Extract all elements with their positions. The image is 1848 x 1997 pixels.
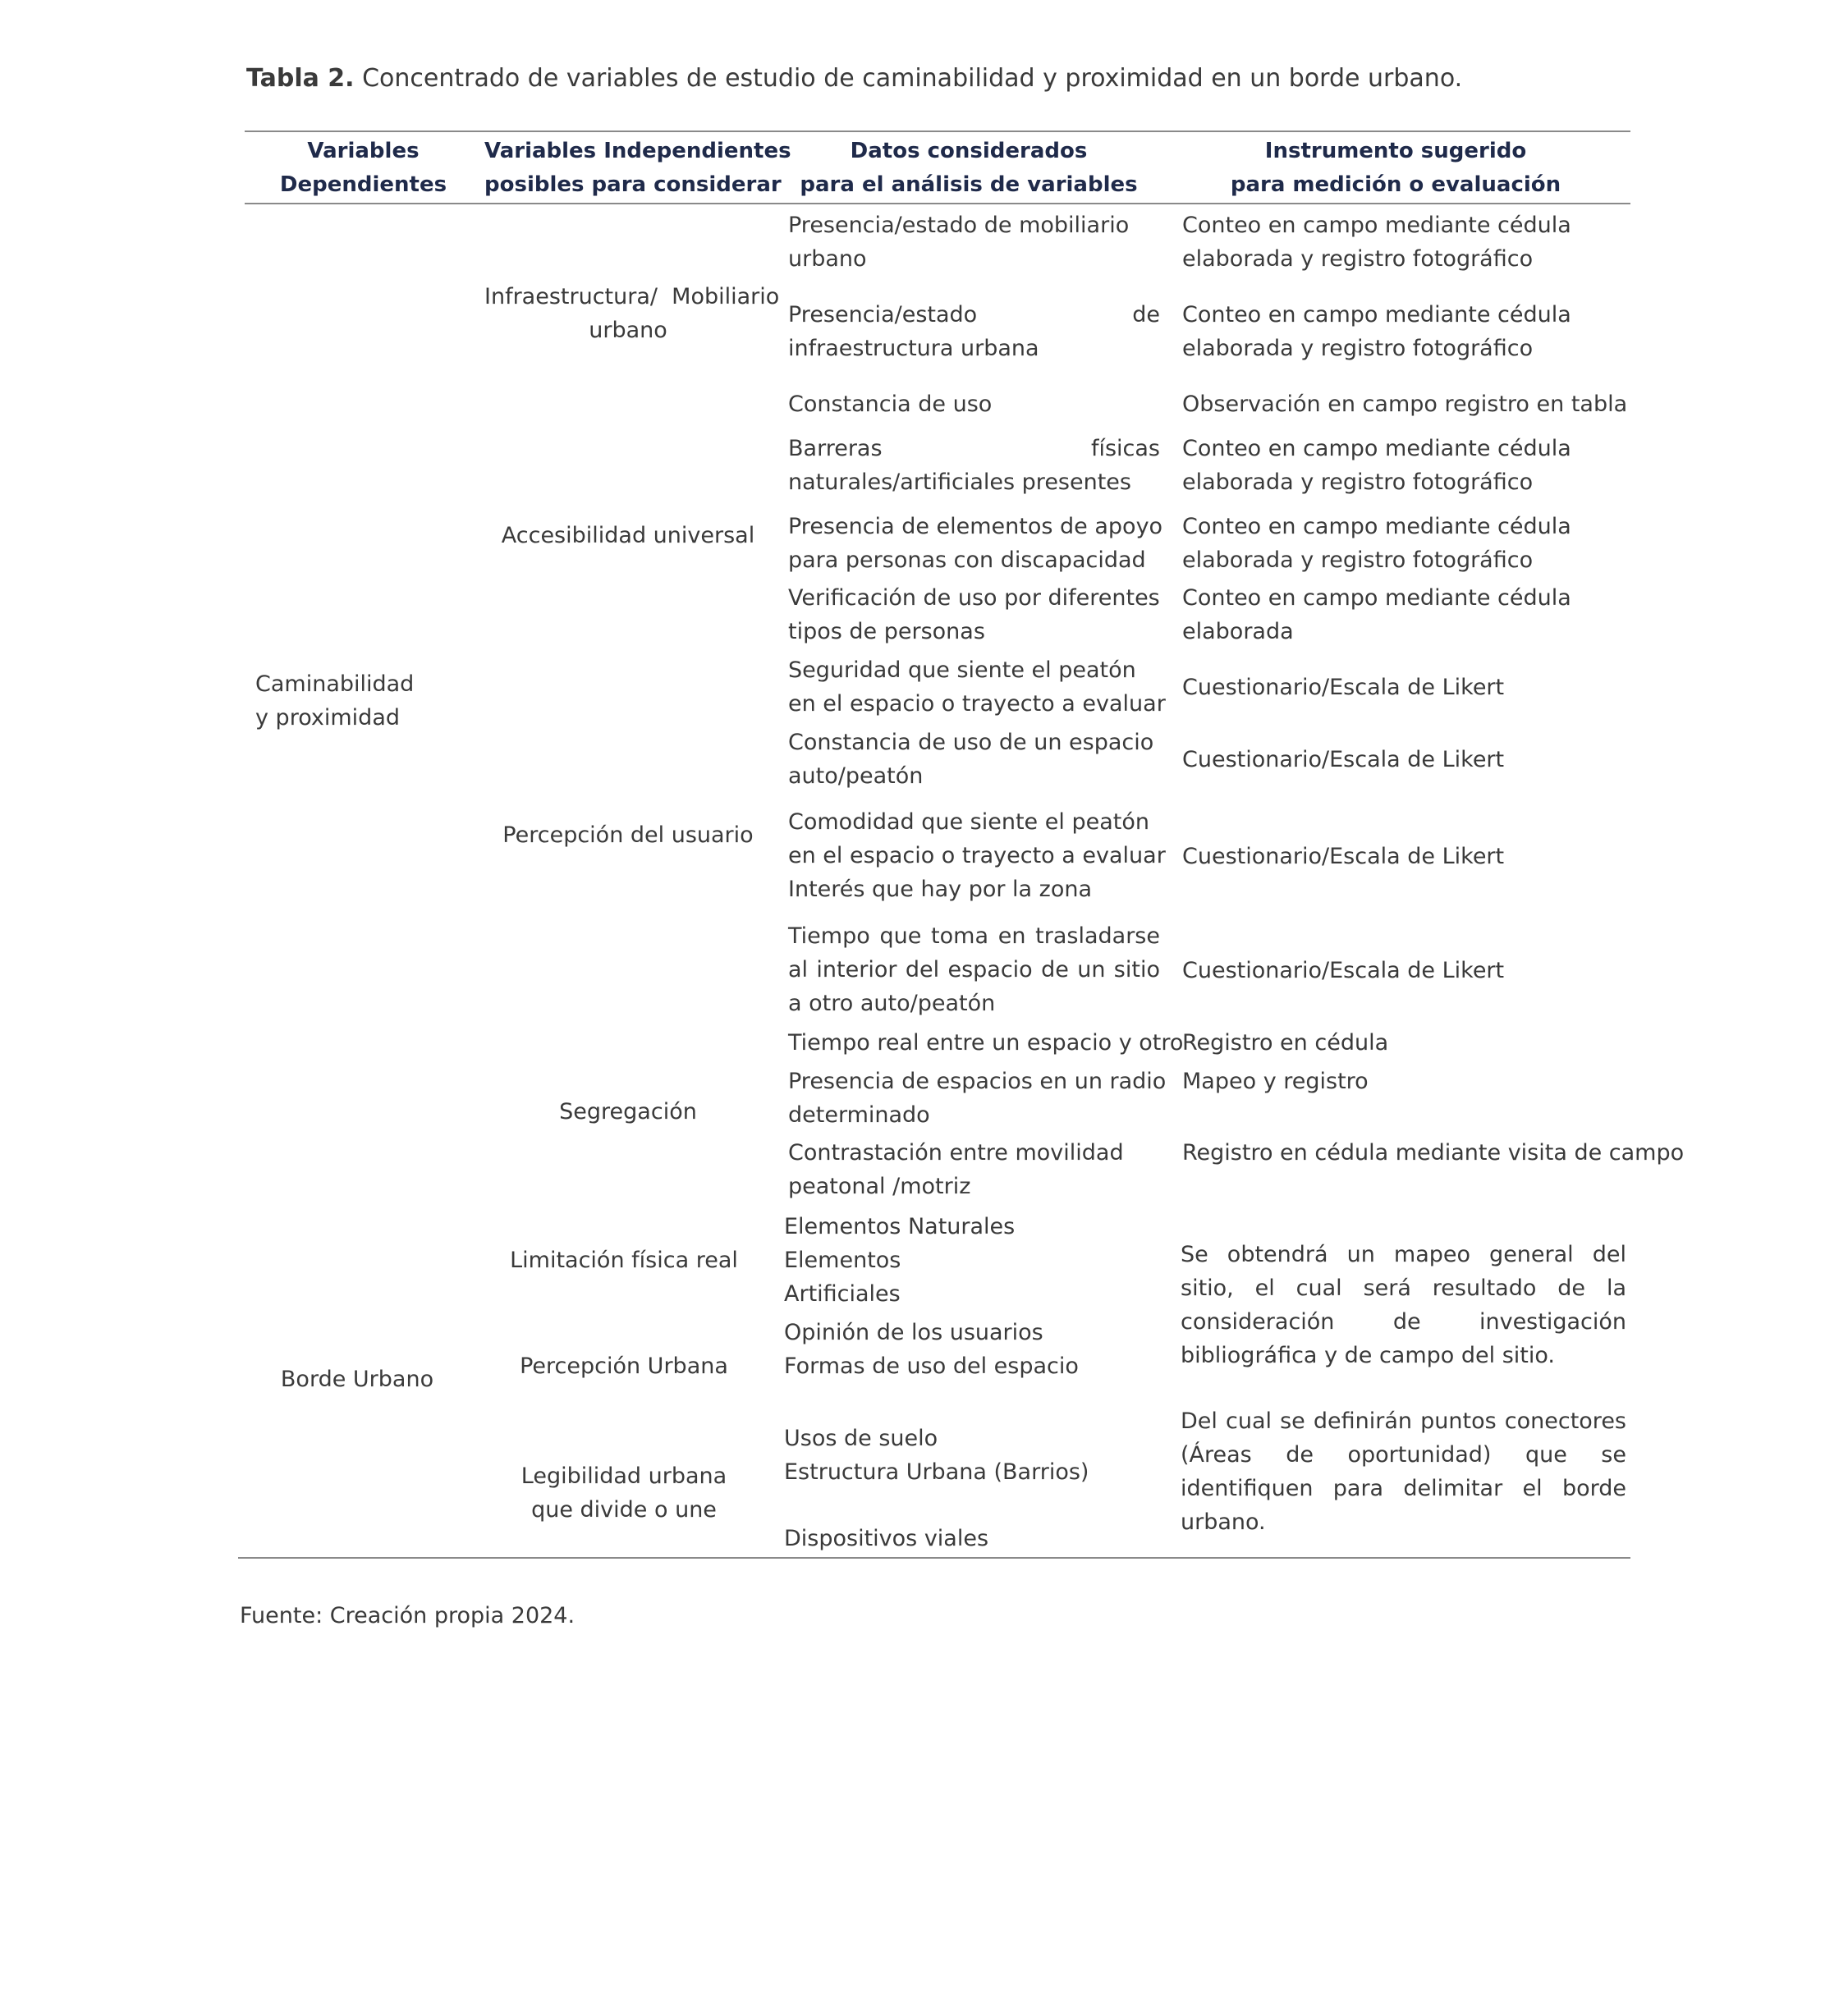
data-d11: Tiempo real entre un espacio y otro (788, 1030, 1184, 1056)
instrument-i11: Registro en cédula (1182, 1030, 1389, 1056)
table-caption (246, 59, 1462, 98)
instrument-i5: Conteo en campo mediante cédula elaborada y registro fotográfico (1182, 514, 1571, 573)
data-d10: Tiempo que toma en trasladarse al interior del espacio de un sitio a otro auto/peatón (788, 923, 1160, 1016)
data-d16: Usos de suelo Estructura Urbana (Barrios) (784, 1426, 1089, 1485)
instrument-i10: Cuestionario/Escala de Likert (1182, 958, 1505, 983)
instrument-i15: Del cual se definirán puntos conectores (Áreas de oportunidad) que se identifiquen para delimitar el borde urbano. (1181, 1408, 1626, 1535)
header-datos: Datos considerados para el análisis de variables (800, 139, 1138, 197)
header-dependientes: Variables Dependientes (279, 139, 447, 197)
instrument-i4: Conteo en campo mediante cédula elaborada y registro fotográfico (1182, 436, 1571, 495)
caption-text: Concentrado de variables de estudio de caminabilidad y proximidad en un borde urbano. (362, 64, 1463, 93)
header-instrumento: Instrumento sugerido para medición o evaluación (1230, 139, 1561, 197)
data-d5: Presencia de elementos de apoyo para personas con discapacidad (788, 514, 1163, 573)
instrument-i9: Cuestionario/Escala de Likert (1182, 844, 1505, 869)
data-d17: Dispositivos viales (784, 1526, 989, 1551)
table-bottom-rule (238, 1557, 1630, 1559)
data-d4: Barreras físicas naturales/artificiales presentes (788, 436, 1160, 495)
instrument-i12: Mapeo y registro (1182, 1069, 1369, 1094)
instrument-i14: Se obtendrá un mapeo general del sitio, el cual será resultado de la consideración de investigación bibliográfica y de campo del sitio. (1181, 1242, 1626, 1368)
data-d14: Elementos Naturales Elementos Artificiales (784, 1214, 1016, 1307)
independent-segregacion: Segregación (559, 1099, 697, 1124)
data-d12: Presencia de espacios en un radio determinado (788, 1069, 1167, 1128)
independent-percepcion-urbana: Percepción Urbana (520, 1353, 728, 1379)
instrument-i3: Observación en campo registro en tabla (1182, 392, 1628, 417)
header-independientes: Variables Independientes posibles para considerar (484, 139, 791, 197)
independent-limitacion: Limitación física real (510, 1248, 738, 1273)
data-d8: Constancia de uso de un espacio auto/peatón (788, 730, 1154, 789)
instrument-i8: Cuestionario/Escala de Likert (1182, 747, 1505, 772)
dependent-caminabilidad: Caminabilidad y proximidad (255, 671, 415, 731)
independent-percepcion-usuario: Percepción del usuario (502, 822, 754, 848)
instrument-i13: Registro en cédula mediante visita de campo (1182, 1140, 1685, 1166)
data-d1: Presencia/estado de mobiliario urbano (788, 213, 1130, 272)
data-d2: Presencia/estado de infraestructura urbana (788, 302, 1160, 361)
data-d7: Seguridad que siente el peatón en el espacio o trayecto a evaluar (788, 657, 1166, 717)
instrument-i6: Conteo en campo mediante cédula elaborada (1182, 585, 1571, 644)
data-d9: Comodidad que siente el peatón en el espacio o trayecto a evaluar Interés que hay por la zona (788, 809, 1166, 902)
instrument-i1: Conteo en campo mediante cédula elaborada y registro fotográfico (1182, 213, 1571, 272)
data-d3: Constancia de uso (788, 392, 993, 417)
dependent-borde-urbano: Borde Urbano (280, 1367, 434, 1392)
data-d6: Verificación de uso por diferentes tipos de personas (788, 585, 1160, 644)
independent-infraestructura: Infraestructura/ Mobiliario urbano (484, 284, 780, 343)
table-header-rule (245, 203, 1630, 204)
instrument-i2: Conteo en campo mediante cédula elaborada y registro fotográfico (1182, 302, 1571, 361)
independent-legibilidad: Legibilidad urbana que divide o une (520, 1463, 727, 1523)
table-source: Fuente: Creación propia 2024. (240, 1603, 575, 1628)
instrument-i7: Cuestionario/Escala de Likert (1182, 675, 1505, 700)
independent-accesibilidad: Accesibilidad universal (501, 523, 755, 548)
data-d13: Contrastación entre movilidad peatonal /motriz (788, 1140, 1124, 1199)
table-top-rule (245, 131, 1630, 132)
data-d15: Opinión de los usuarios Formas de uso del espacio (784, 1320, 1079, 1379)
caption-label: Tabla 2. (246, 64, 355, 93)
